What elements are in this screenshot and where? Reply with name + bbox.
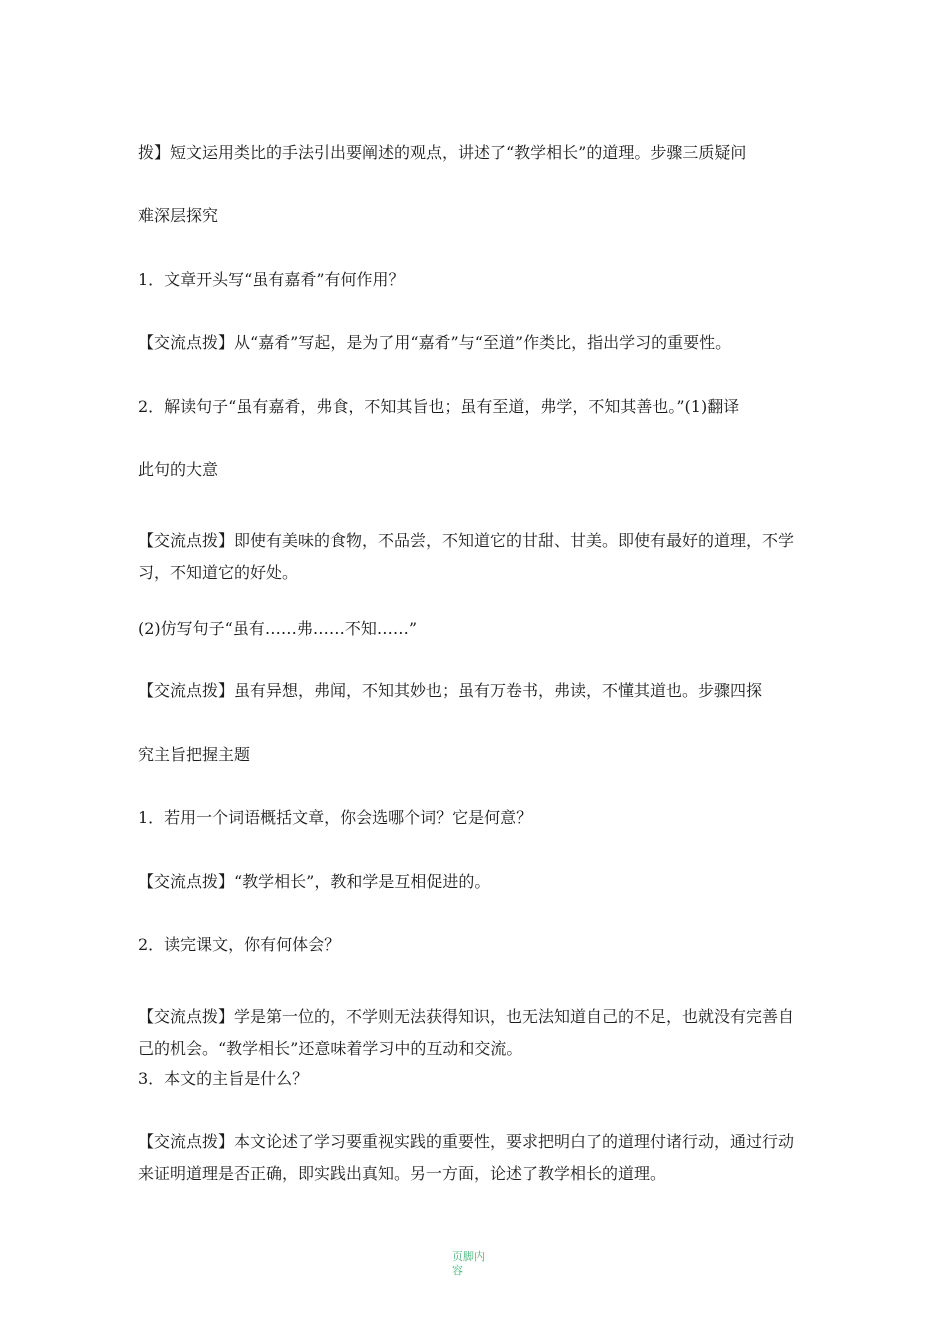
answer-1-line: 【交流点拨】从“嘉肴”写起，是为了用“嘉肴”与“至道”作类比，指出学习的重要性。 xyxy=(138,333,732,352)
question-4-1-line: 1．若用一个词语概括文章，你会选哪个词？它是何意？ xyxy=(138,808,533,827)
text-line-10: 究主旨把握主题 xyxy=(138,745,251,764)
answer-4-3-paragraph: 【交流点拨】本文论述了学习要重视实践的重要性，要求把明白了的道理付诸行动，通过行动来证明道理是否正确，即实践出真知。另一方面，论述了教学相长的道理。 xyxy=(138,1132,795,1183)
question-2-line: 2．解读句子“虽有嘉肴，弗食，不知其旨也；虽有至道，弗学，不知其善也。”(1)翻译 xyxy=(138,397,740,416)
text-line-2: 难深层探究 xyxy=(138,206,219,225)
question-1-line: 1．文章开头写“虽有嘉肴”有何作用？ xyxy=(138,270,405,289)
question-4-3-line: 3．本文的主旨是什么？ xyxy=(138,1069,309,1088)
answer-2b-line: 【交流点拨】虽有异想，弗闻，不知其妙也；虽有万卷书，弗读，不懂其道也。步骤四探 xyxy=(138,681,763,700)
answer-4-2-paragraph: 【交流点拨】学是第一位的，不学则无法获得知识，也无法知道自己的不足，也就没有完善自己的机会。“教学相长”还意味着学习中的互动和交流。 xyxy=(138,1007,795,1058)
question-4-2-line: 2．读完课文，你有何体会？ xyxy=(138,935,341,954)
text-line-6: 此句的大意 xyxy=(138,460,219,479)
text-line-1: 拨】短文运用类比的手法引出要阐述的观点，讲述了“教学相长”的道理。步骤三质疑问 xyxy=(138,143,747,162)
answer-4-1-line: 【交流点拨】“教学相长”，教和学是互相促进的。 xyxy=(138,872,491,891)
question-2b-line: (2)仿写句子“虽有……弗……不知……” xyxy=(138,619,418,638)
answer-2-paragraph: 【交流点拨】即使有美味的食物，不品尝，不知道它的甘甜、甘美。即使有最好的道理，不学习，不知道它的好处。 xyxy=(138,531,795,582)
page-footer: 页脚内容 xyxy=(452,1250,485,1277)
